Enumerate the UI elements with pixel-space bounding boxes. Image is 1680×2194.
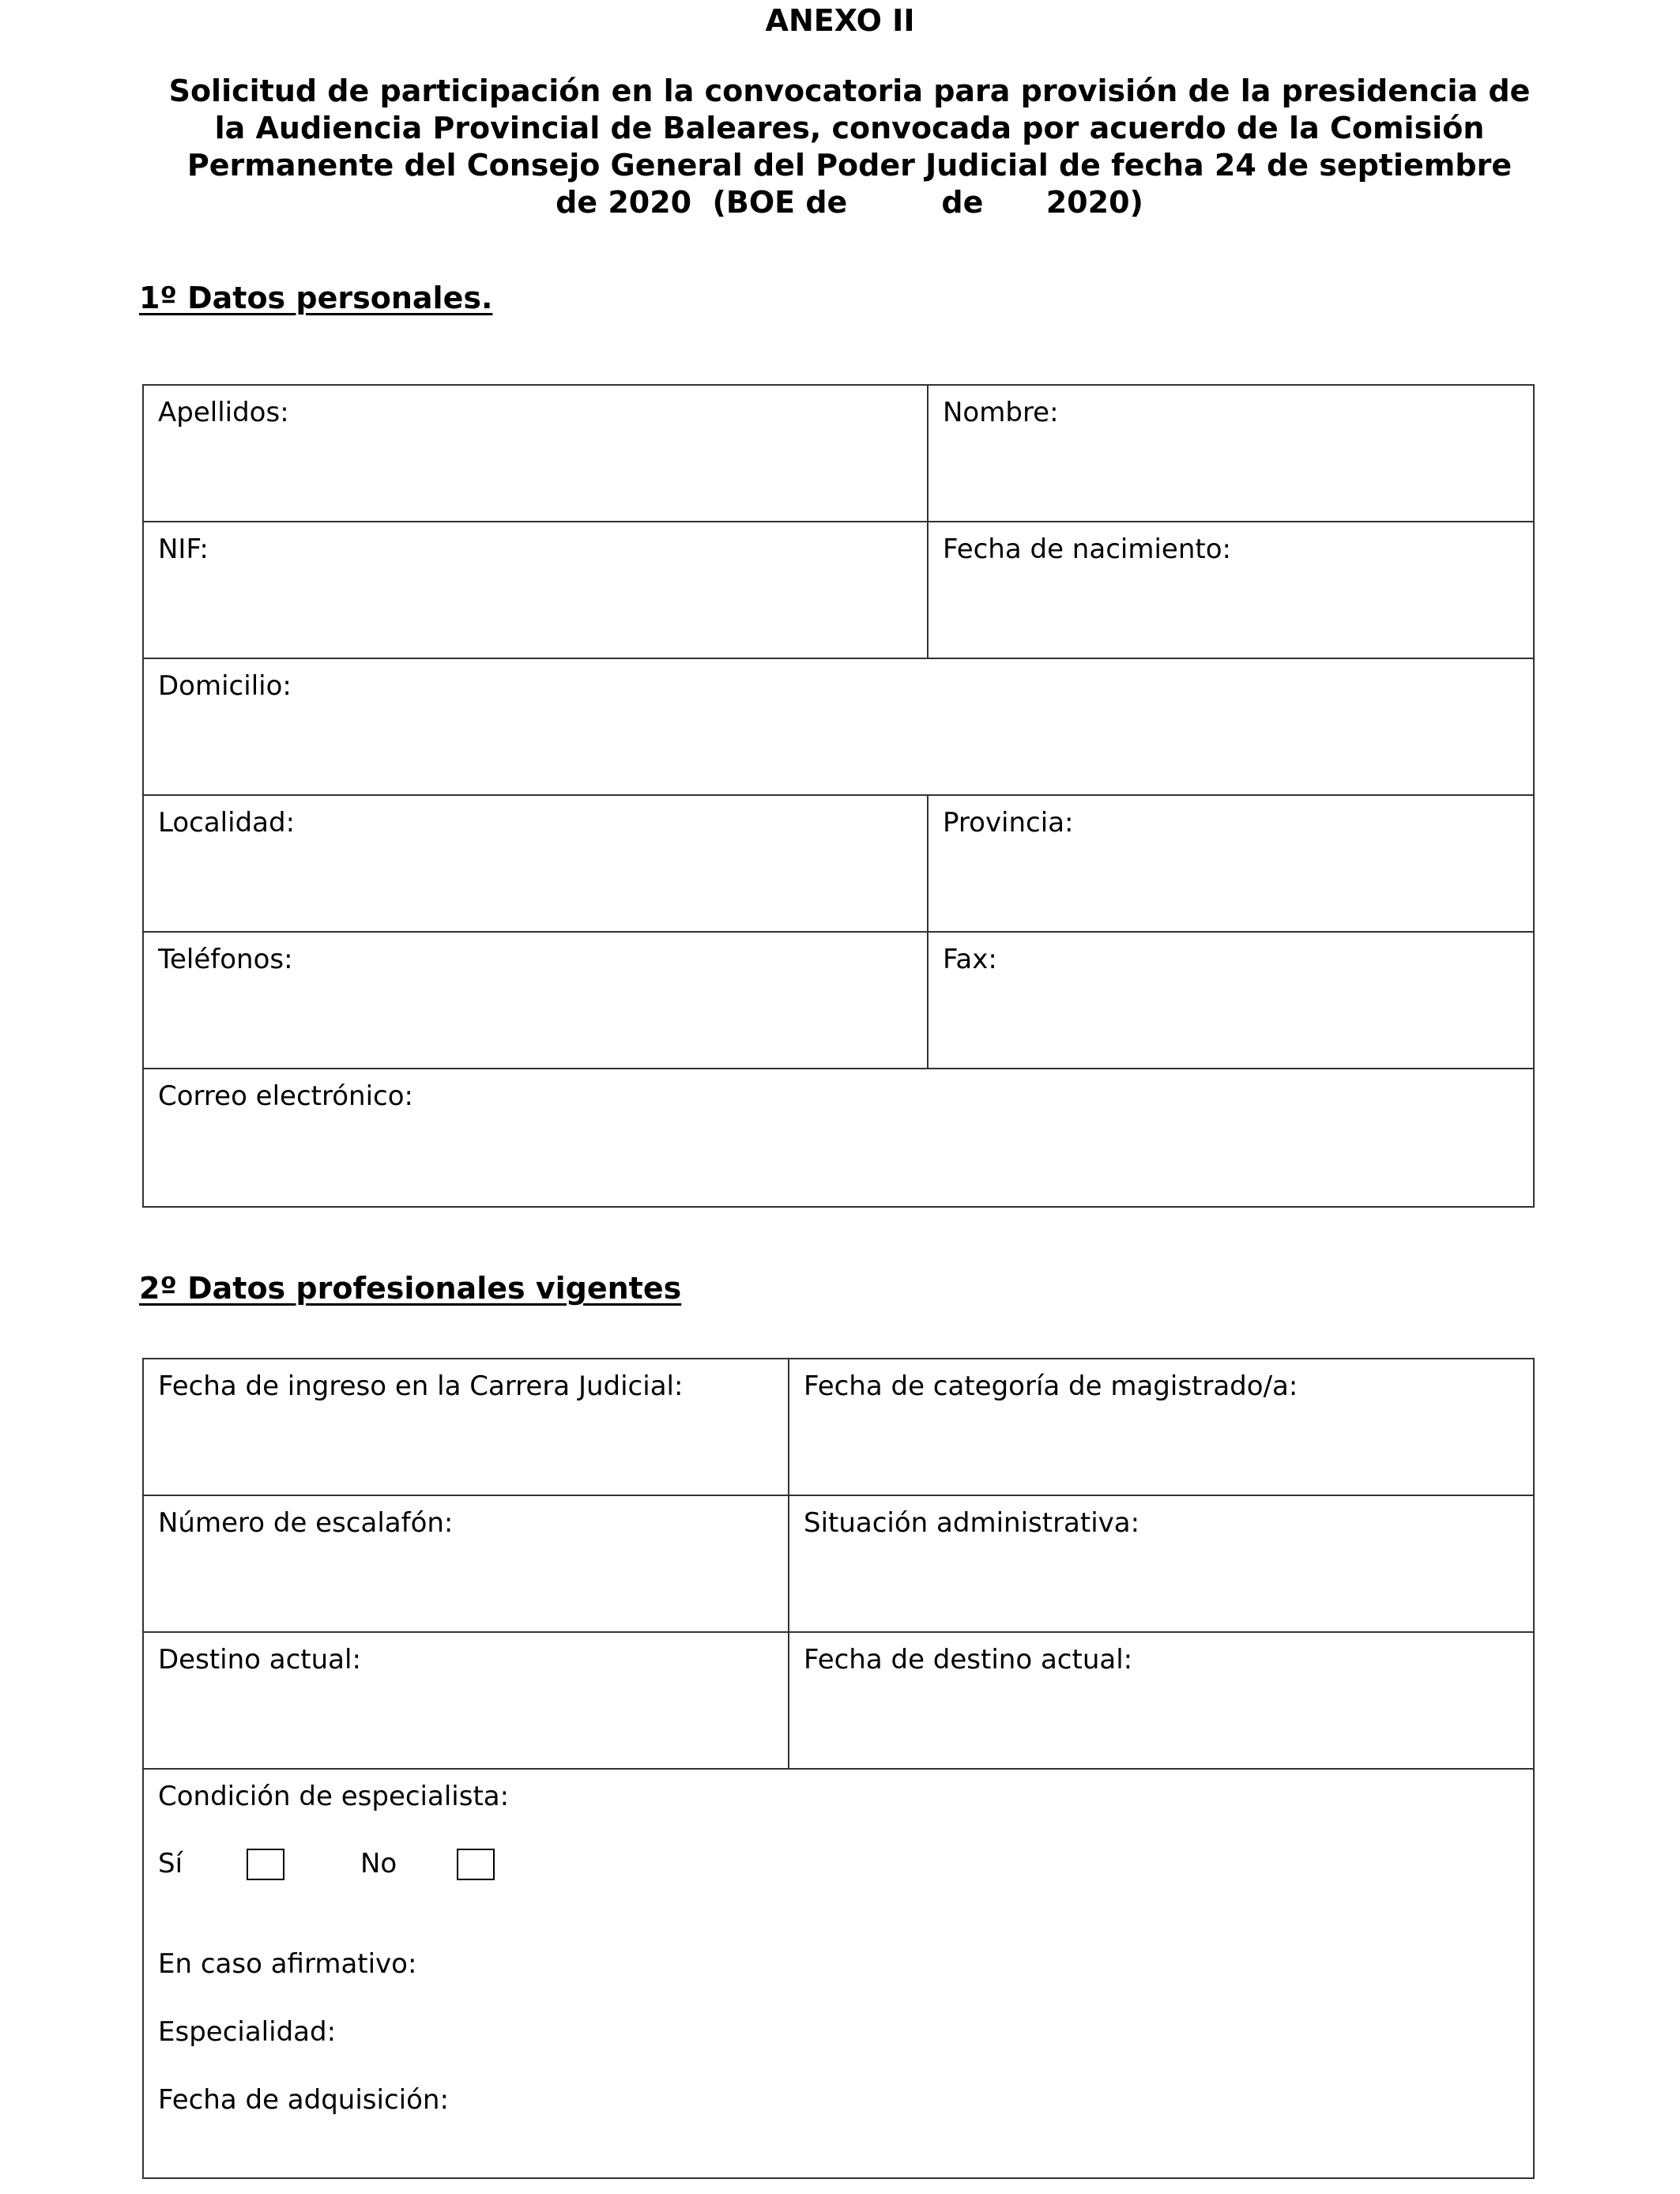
career-entry-date-label: Fecha de ingreso en la Carrera Judicial: [158, 1370, 684, 1402]
telefonos-label: Teléfonos: [158, 944, 293, 975]
magistrate-category-date-field[interactable] [788, 1359, 1533, 1495]
document-heading [142, 73, 1557, 221]
table-row [144, 1770, 1533, 2177]
heading-line: de 2020 (BOE de de 2020) [556, 185, 1143, 220]
section-personal-data-title: 1º Datos personales. [139, 281, 493, 315]
heading-line: Solicitud de participación en la convocatoria para provisión de la presidencia de [168, 74, 1531, 108]
apellidos-field[interactable] [144, 386, 927, 521]
current-post-date-field[interactable] [788, 1633, 1533, 1768]
email-label: Correo electrónico: [158, 1080, 413, 1112]
localidad-label: Localidad: [158, 807, 296, 839]
escalafon-number-label: Número de escalafón: [158, 1507, 454, 1539]
table-row [144, 933, 1533, 1069]
table-row [144, 1496, 1533, 1633]
domicilio-label: Domicilio: [158, 670, 292, 702]
annex-title: ANEXO II [765, 3, 915, 38]
apellidos-label: Apellidos: [158, 397, 289, 428]
yes-checkbox[interactable] [247, 1849, 284, 1880]
current-post-field[interactable] [144, 1633, 788, 1768]
section-professional-data-title: 2º Datos profesionales vigentes [139, 1271, 682, 1306]
table-row [144, 386, 1533, 522]
birth-date-field[interactable] [927, 522, 1533, 658]
table-row [144, 1633, 1533, 1770]
nombre-label: Nombre: [943, 397, 1059, 428]
no-checkbox[interactable] [457, 1849, 495, 1880]
fax-field[interactable] [927, 933, 1533, 1068]
magistrate-category-date-label: Fecha de categoría de magistrado/a: [804, 1370, 1298, 1402]
provincia-field[interactable] [927, 796, 1533, 931]
yes-label: Sí [158, 1848, 183, 1879]
affirmative-case-label: En caso afirmativo: [158, 1948, 417, 1980]
current-post-date-label: Fecha de destino actual: [804, 1644, 1133, 1676]
administrative-status-field[interactable] [788, 1496, 1533, 1631]
table-row [144, 659, 1533, 796]
acquisition-date-field[interactable]: Fecha de adquisición: [158, 2084, 449, 2116]
fax-label: Fax: [943, 944, 997, 975]
table-row [144, 522, 1533, 659]
table-row [144, 1359, 1533, 1496]
localidad-field[interactable] [144, 796, 927, 931]
table-row [144, 1069, 1533, 1206]
nif-field[interactable] [144, 522, 927, 658]
birth-date-label: Fecha de nacimiento: [943, 533, 1231, 565]
email-field[interactable] [144, 1069, 1533, 1206]
table-row [144, 796, 1533, 933]
domicilio-field[interactable] [144, 659, 1533, 794]
telefonos-field[interactable] [144, 933, 927, 1068]
current-post-label: Destino actual: [158, 1644, 361, 1676]
administrative-status-label: Situación administrativa: [804, 1507, 1140, 1539]
specialist-condition-cell [144, 1770, 1533, 2177]
provincia-label: Provincia: [943, 807, 1074, 839]
speciality-field[interactable]: Especialidad: [158, 2016, 337, 2048]
nombre-field[interactable] [927, 386, 1533, 521]
escalafon-number-field[interactable] [144, 1496, 788, 1631]
heading-line: la Audiencia Provincial de Baleares, convocada por acuerdo de la Comisión [214, 111, 1485, 145]
personal-data-table [142, 384, 1535, 1208]
no-label: No [360, 1848, 397, 1879]
professional-data-table [142, 1358, 1535, 2179]
nif-label: NIF: [158, 533, 209, 565]
career-entry-date-field[interactable] [144, 1359, 788, 1495]
specialist-condition-label: Condición de especialista: [158, 1781, 510, 1812]
heading-line: Permanente del Consejo General del Poder Judicial de fecha 24 de septiembre [186, 148, 1512, 183]
